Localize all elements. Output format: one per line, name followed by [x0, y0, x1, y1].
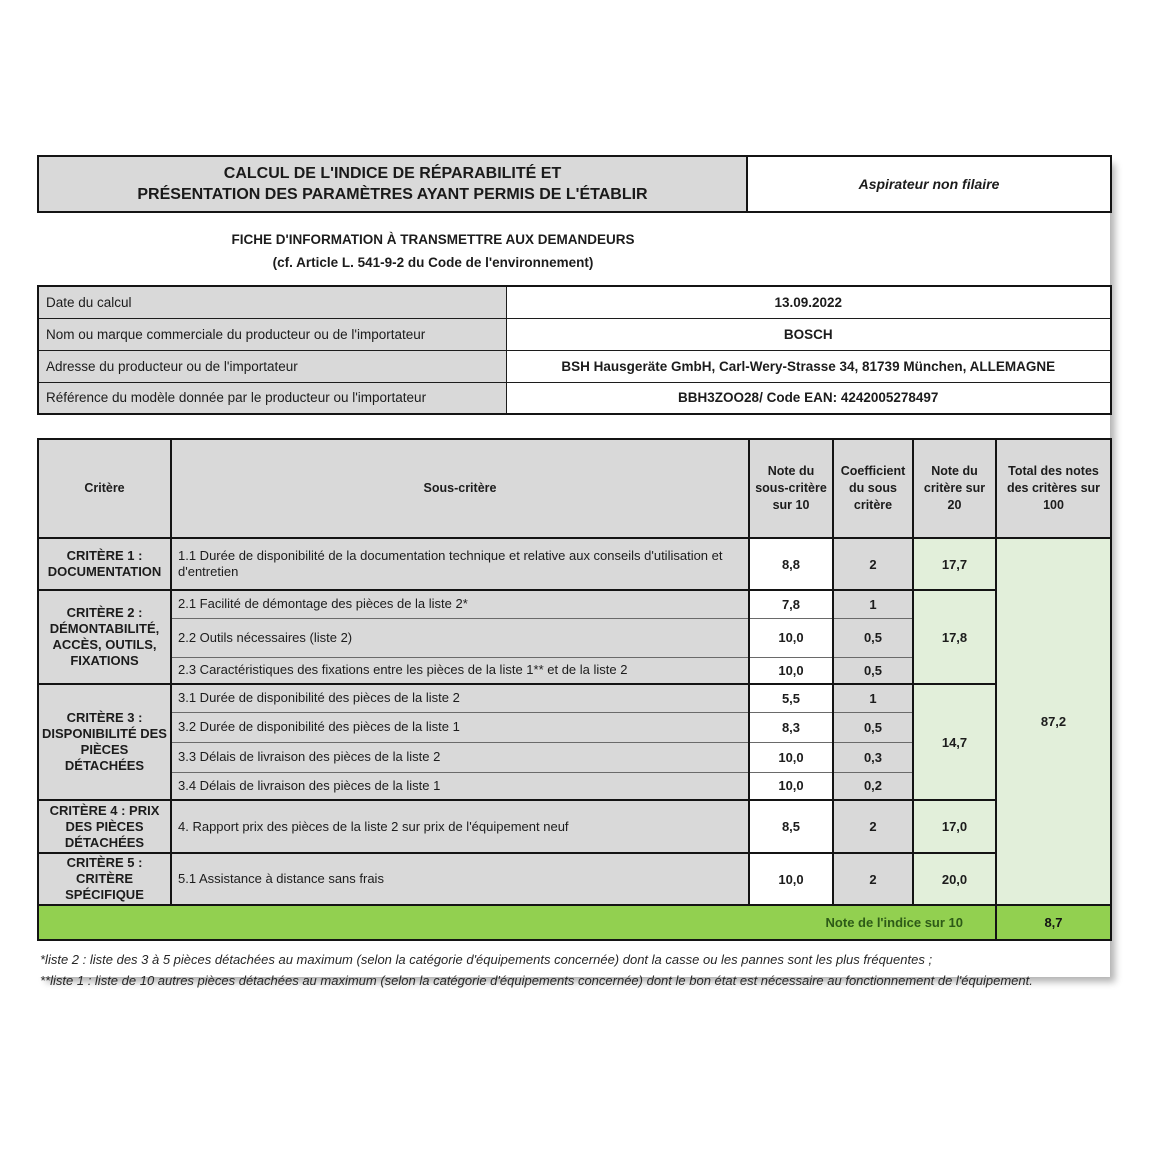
note20-criterion-1: 17,7	[913, 538, 996, 590]
page-title-line2: PRÉSENTATION DES PARAMÈTRES AYANT PERMIS DE L'ÉTABLIR	[137, 186, 648, 203]
col-header-coefficient: Coefficient du sous critère	[833, 439, 913, 538]
info-label-address: Adresse du producteur ou de l'importateur	[38, 350, 506, 382]
subcriterion-1-1: 1.1 Durée de disponibilité de la documentation technique et relative aux conseils d'utilisation et d'entretien	[171, 538, 749, 590]
subcriterion-3-2: 3.2 Durée de disponibilité des pièces de la liste 1	[171, 712, 749, 742]
info-value-date: 13.09.2022	[506, 286, 1111, 318]
subcriterion-2-2: 2.2 Outils nécessaires (liste 2)	[171, 618, 749, 657]
index-score-label: Note de l'indice sur 10	[38, 905, 996, 940]
subtitle-line1: FICHE D'INFORMATION À TRANSMETTRE AUX DEMANDEURS	[231, 232, 635, 247]
note10-5-1: 10,0	[749, 853, 833, 905]
criteria-table	[37, 438, 1112, 941]
col-header-note10: Note du sous-critère sur 10	[749, 439, 833, 538]
footnotes	[37, 941, 1110, 991]
title-table	[37, 155, 1112, 213]
coef-3-4: 0,2	[833, 772, 913, 800]
coef-2-1: 1	[833, 590, 913, 618]
col-header-note20: Note du critère sur 20	[913, 439, 996, 538]
subcriterion-5-1: 5.1 Assistance à distance sans frais	[171, 853, 749, 905]
coef-3-1: 1	[833, 684, 913, 712]
note10-3-2: 8,3	[749, 712, 833, 742]
subcriterion-3-3: 3.3 Délais de livraison des pièces de la liste 2	[171, 742, 749, 772]
info-row-address	[38, 350, 1111, 382]
total-sur-100: 87,2	[996, 538, 1111, 905]
subtitle-block	[37, 213, 1110, 285]
note10-1-1: 8,8	[749, 538, 833, 590]
subcriterion-2-3: 2.3 Caractéristiques des fixations entre les pièces de la liste 1** et de la liste 2	[171, 657, 749, 684]
info-value-brand: BOSCH	[506, 318, 1111, 350]
subcriterion-3-4: 3.4 Délais de livraison des pièces de la liste 1	[171, 772, 749, 800]
document-sheet	[37, 155, 1110, 988]
criterion-2-label: CRITÈRE 2 : DÉMONTABILITÉ, ACCÈS, OUTILS, FIXATIONS	[38, 590, 171, 684]
note10-4: 8,5	[749, 800, 833, 853]
col-header-subcriterion: Sous-critère	[171, 439, 749, 538]
coef-5-1: 2	[833, 853, 913, 905]
note20-criterion-5: 20,0	[913, 853, 996, 905]
subtitle-line2: (cf. Article L. 541-9-2 du Code de l'environnement)	[272, 255, 594, 270]
coef-3-3: 0,3	[833, 742, 913, 772]
info-value-reference: BBH3ZOO28/ Code EAN: 4242005278497	[506, 382, 1111, 414]
col-header-criterion: Critère	[38, 439, 171, 538]
info-label-reference: Référence du modèle donnée par le producteur ou l'importateur	[38, 382, 506, 414]
col-header-total100: Total des notes des critères sur 100	[996, 439, 1111, 538]
criterion-5-label: CRITÈRE 5 : CRITÈRE SPÉCIFIQUE	[38, 853, 171, 905]
note10-3-1: 5,5	[749, 684, 833, 712]
note20-criterion-2: 17,8	[913, 590, 996, 684]
note10-3-4: 10,0	[749, 772, 833, 800]
note10-2-3: 10,0	[749, 657, 833, 684]
page-title-line1: CALCUL DE L'INDICE DE RÉPARABILITÉ ET	[223, 165, 562, 182]
product-type: Aspirateur non filaire	[747, 156, 1111, 212]
note10-2-1: 7,8	[749, 590, 833, 618]
info-row-reference	[38, 382, 1111, 414]
info-row-brand	[38, 318, 1111, 350]
coef-1-1: 2	[833, 538, 913, 590]
table-row	[38, 538, 1111, 590]
index-row	[38, 905, 1111, 940]
coef-2-3: 0,5	[833, 657, 913, 684]
info-label-date: Date du calcul	[38, 286, 506, 318]
footnote-liste2: *liste 2 : liste des 3 à 5 pièces détachées au maximum (selon la catégorie d'équipements concernée) dont la casse ou les pannes sont les plus fréquentes ;	[40, 952, 933, 967]
spacer	[37, 415, 1110, 438]
coef-3-2: 0,5	[833, 712, 913, 742]
info-value-address: BSH Hausgeräte GmbH, Carl-Wery-Strasse 34, 81739 München, ALLEMAGNE	[506, 350, 1111, 382]
footnote-liste1: **liste 1 : liste de 10 autres pièces détachées au maximum (selon la catégorie d'équipements concernée) dont le bon état est nécessaire au fonctionnement de l'équipement.	[40, 973, 1033, 988]
note20-criterion-4: 17,0	[913, 800, 996, 853]
note10-3-3: 10,0	[749, 742, 833, 772]
index-score-value: 8,7	[996, 905, 1111, 940]
page-title	[38, 156, 747, 212]
info-table	[37, 285, 1112, 415]
subcriterion-3-1: 3.1 Durée de disponibilité des pièces de la liste 2	[171, 684, 749, 712]
table-row	[38, 800, 1111, 853]
subcriterion-2-1: 2.1 Facilité de démontage des pièces de la liste 2*	[171, 590, 749, 618]
info-label-brand: Nom ou marque commerciale du producteur ou de l'importateur	[38, 318, 506, 350]
table-row	[38, 590, 1111, 618]
coef-4: 2	[833, 800, 913, 853]
coef-2-2: 0,5	[833, 618, 913, 657]
criterion-4-label: CRITÈRE 4 : PRIX DES PIÈCES DÉTACHÉES	[38, 800, 171, 853]
criterion-1-label: CRITÈRE 1 : DOCUMENTATION	[38, 538, 171, 590]
criterion-3-label: CRITÈRE 3 : DISPONIBILITÉ DES PIÈCES DÉTACHÉES	[38, 684, 171, 800]
note20-criterion-3: 14,7	[913, 684, 996, 800]
table-row	[38, 853, 1111, 905]
subcriterion-4: 4. Rapport prix des pièces de la liste 2 sur prix de l'équipement neuf	[171, 800, 749, 853]
info-row-date	[38, 286, 1111, 318]
table-row	[38, 684, 1111, 712]
note10-2-2: 10,0	[749, 618, 833, 657]
